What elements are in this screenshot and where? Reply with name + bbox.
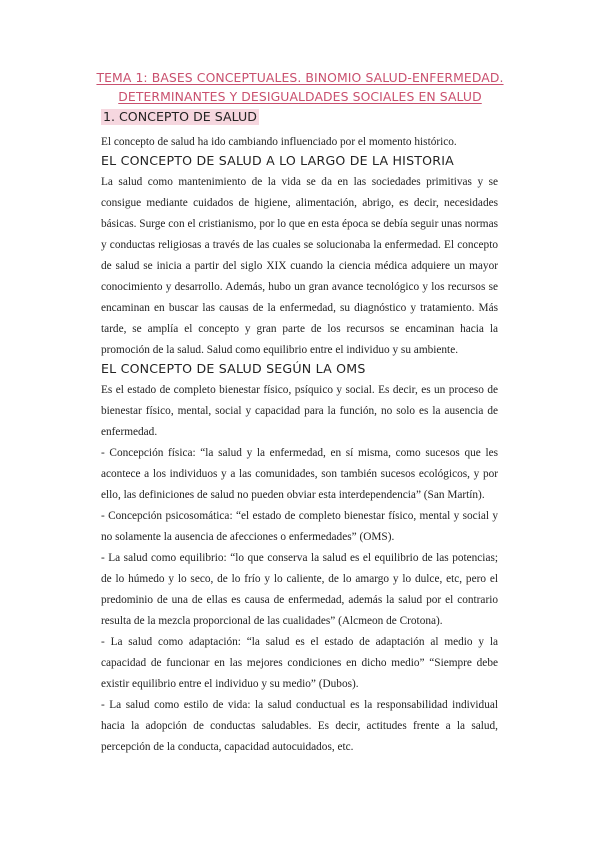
paragraph-historia: La salud como mantenimiento de la vida se da en las sociedades primitivas y se consigue mediante cuidados de higiene, alimentación, abrigo, es decir, necesidades básicas. Surge con el cristianismo, por lo que en esta época se debía seguir unas normas y conductas religiosas a través de las cuales se solucionaba la enfermedad. El concepto de salud se inicia a partir del siglo XIX cuando la ciencia médica adquiere un mayor conocimiento y desarrollo. Además, hubo un gran avance tecnológico y los recursos se encaminan en buscar las causas de la enfermedad, su diagnóstico y tratamiento. Más tarde, se amplía el concepto y gran parte de los recursos se encaminan hacia la promoción de la salud. Salud como equilibrio entre el individuo y su ambiente. — [101, 176, 498, 356]
list-item-concepcion-psicosomatica: - Concepción psicosomática: “el estado de completo bienestar físico, mental y social y no solamente la ausencia de afecciones o enfermedades” (OMS). — [101, 510, 498, 543]
list-item-concepcion-fisica: - Concepción física: “la salud y la enfermedad, en sí misma, como sucesos que les acontece a los individuos y a las comunidades, son también sucesos ecológicos, y por ello, las definiciones de salud no pueden obviar esta interdependencia” (San Martín). — [101, 447, 498, 501]
document-title — [60, 68, 540, 106]
list-item-salud-estilo-de-vida: - La salud como estilo de vida: la salud conductual es la responsabilidad individual hacia la adopción de conductas saludables. Es decir, actitudes frente a la salud, percepción de la conducta, capacidad autocuidados, etc. — [101, 699, 498, 753]
title-line-2: DETERMINANTES Y DESIGUALDADES SOCIALES EN SALUD — [118, 89, 482, 104]
intro-paragraph: El concepto de salud ha ido cambiando influenciado por el momento histórico. — [101, 136, 457, 148]
list-item-salud-adaptacion: - La salud como adaptación: “la salud es el estado de adaptación al medio y la capacidad de funcionar en las mejores condiciones en dicho medio” “Siempre debe existir equilibrio entre el individuo y su medio” (Dubos). — [101, 636, 498, 690]
title-line-1: TEMA 1: BASES CONCEPTUALES. BINOMIO SALUD-ENFERMEDAD. — [96, 70, 504, 85]
heading-oms: EL CONCEPTO DE SALUD SEGÚN LA OMS — [101, 361, 366, 376]
list-item-salud-equilibrio: - La salud como equilibrio: “lo que conserva la salud es el equilibrio de las potencias; de lo húmedo y lo seco, de lo frío y lo caliente, de lo amargo y lo dulce, etc, pero el predominio de una de ellas es causa de enfermedad, además la salud por el contrario resulta de la mezcla proporcional de las cualidades” (Alcmeon de Crotona). — [101, 552, 498, 627]
section-heading-concepto-de-salud: 1. CONCEPTO DE SALUD — [103, 109, 257, 124]
paragraph-oms: Es el estado de completo bienestar físico, psíquico y social. Es decir, es un proceso de bienestar físico, mental, social y capacidad para la función, no solo es la ausencia de enfermedad. — [101, 384, 498, 438]
heading-historia: EL CONCEPTO DE SALUD A LO LARGO DE LA HISTORIA — [101, 153, 454, 168]
